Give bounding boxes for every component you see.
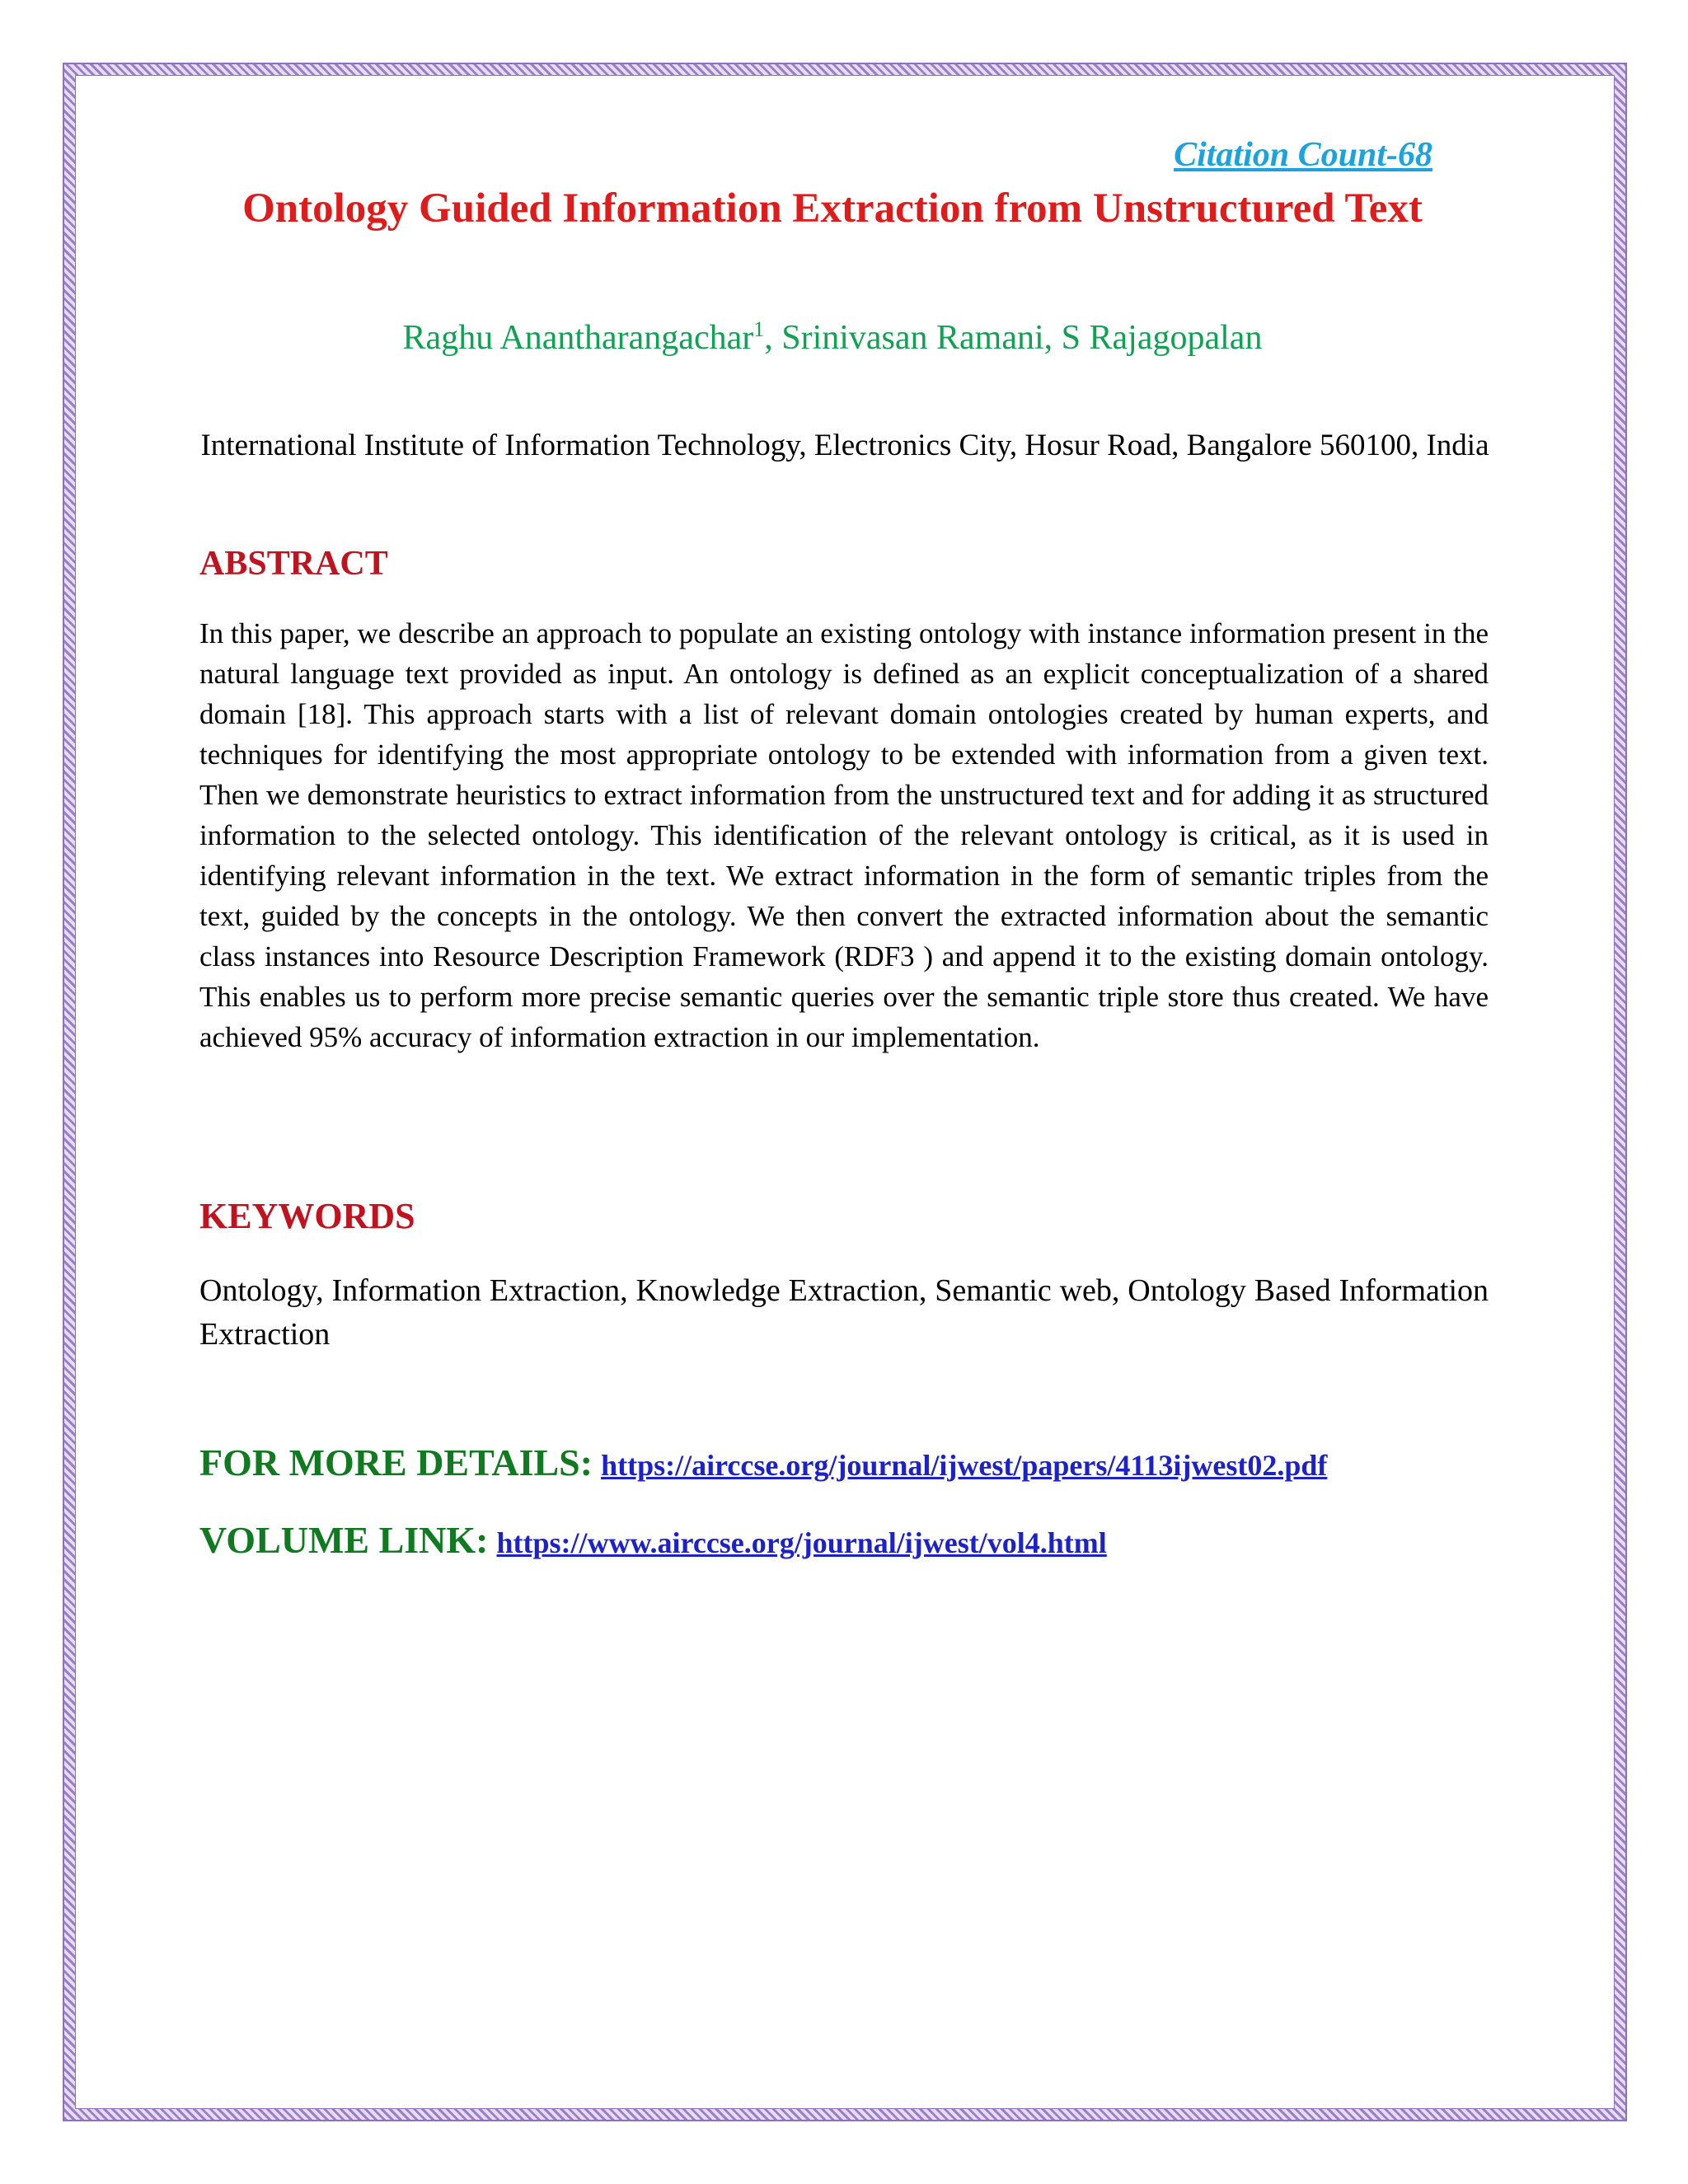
keywords-heading: KEYWORDS <box>199 1196 415 1236</box>
other-authors: , Srinivasan Ramani, S Rajagopalan <box>764 319 1263 357</box>
page-border-inline <box>75 75 1615 2109</box>
abstract-text: In this paper, we describe an approach to populate an existing ontology with instance information present in the natural language text provided as input. An ontology is defined as an explicit conceptualization of a shared domain [18]. This approach starts with a list of relevant domain ontologies created by human experts, and techniques for identifying the most appropriate ontology to be extended with information from a given text. Then we demonstrate heuristics to extract information from the unstructured text and for adding it as structured information to the selected ontology. This identification of the relevant ontology is critical, as it is used in identifying relevant information in the text. We extract information in the form of semantic triples from the text, guided by the concepts in the ontology. We then convert the extracted information about the semantic class instances into Resource Description Framework (RDF3 ) and append it to the existing domain ontology. This enables us to perform more precise semantic queries over the semantic triple store thus created. We have achieved 95% accuracy of information extraction in our implementation. <box>199 617 1489 1053</box>
keywords-text: Ontology, Information Extraction, Knowledge Extraction, Semantic web, Ontology Based Information Extraction <box>199 1273 1489 1352</box>
author-affiliation-marker: 1 <box>753 317 765 341</box>
more-details-label: FOR MORE DETAILS: <box>199 1441 593 1483</box>
author-affiliation: International Institute of Information Technology, Electronics City, Hosur Road, Bangalore 560100, India <box>200 429 1489 462</box>
more-details-row <box>199 1441 1327 1484</box>
paper-title: Ontology Guided Information Extraction from Unstructured Text <box>242 185 1423 232</box>
volume-link-label: VOLUME LINK: <box>199 1519 489 1561</box>
first-author: Raghu Anantharangachar <box>402 319 754 357</box>
volume-link-row <box>199 1518 1107 1562</box>
paper-pdf-link[interactable]: https://airccse.org/journal/ijwest/papers/4113ijwest02.pdf <box>601 1449 1328 1482</box>
volume-page-link[interactable]: https://www.airccse.org/journal/ijwest/vol4.html <box>496 1526 1107 1559</box>
authors-line <box>0 318 1665 358</box>
abstract-heading: ABSTRACT <box>199 545 388 583</box>
citation-count-link[interactable]: Citation Count-68 <box>1174 136 1432 174</box>
